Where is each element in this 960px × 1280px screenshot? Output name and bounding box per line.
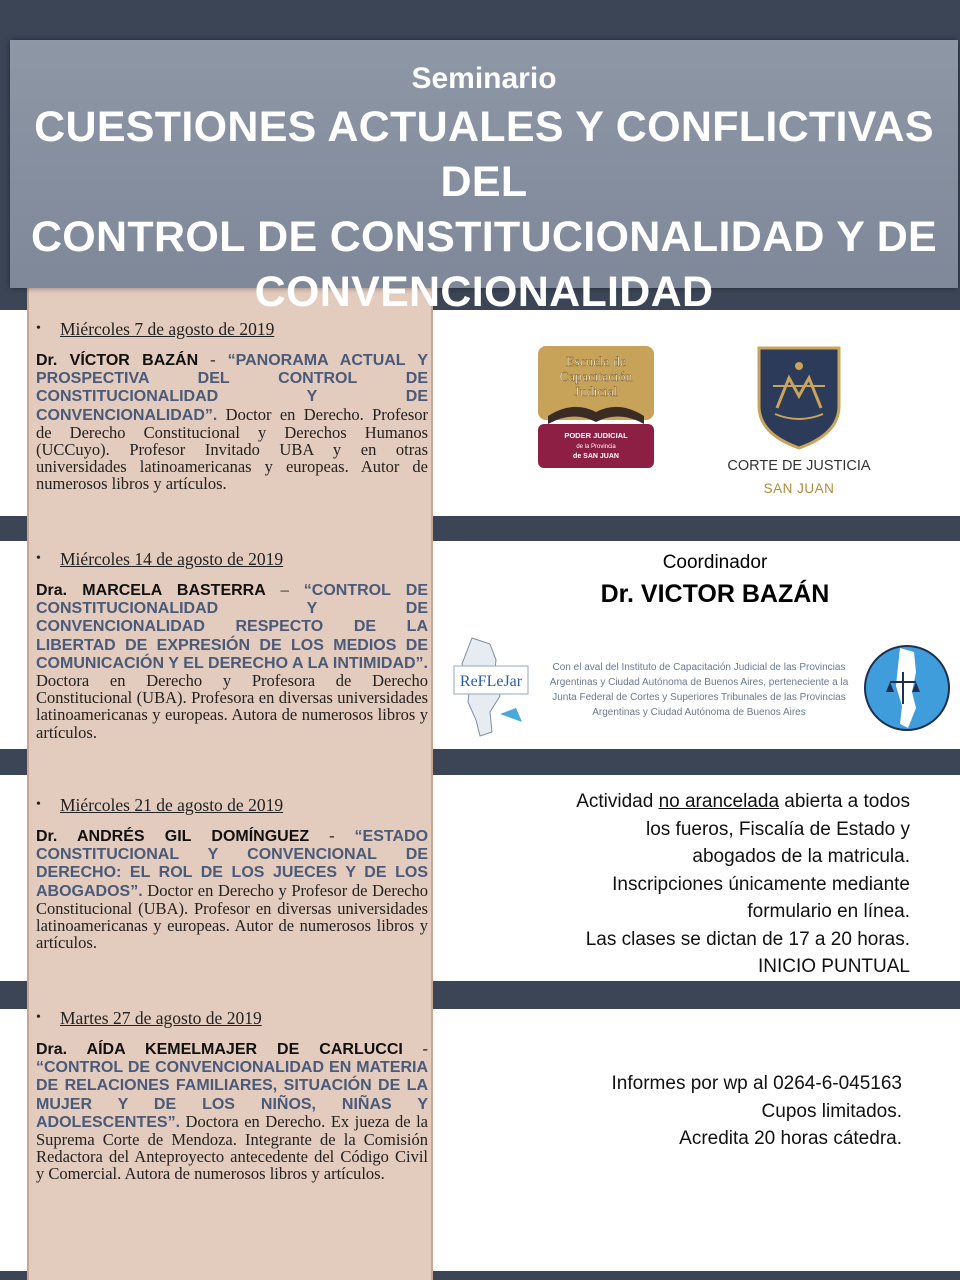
separator: - [198, 350, 228, 369]
session-description [36, 351, 428, 493]
activity-line-6: Las clases se dictan de 17 a 20 horas. [585, 928, 910, 950]
escuela-text-3: Judicial [574, 385, 618, 400]
activity-line-1-post: abierta a todos [779, 791, 910, 812]
aval-line-2: Argentinas y Ciudad Autónoma de Buenos Aires, perteneciente a la [549, 677, 849, 688]
escuela-text-2: Capacitación [559, 370, 633, 385]
speaker-name: Dra. AÍDA KEMELMAJER DE CARLUCCI [36, 1041, 403, 1058]
activity-info [500, 788, 910, 981]
session-date: • Miércoles 7 de agosto de 2019 [60, 319, 428, 339]
speaker-bio: Doctor en Derecho. Profesor de Derecho Constitucional y Derechos Humanos (UCCuyo). Profesor Invitado UBA y en otras universidades latinoamericanas y europeas. Autor de numerosos libros y artículos. [36, 404, 428, 494]
session-2 [36, 549, 428, 741]
coordinator-name: Dr. VICTOR BAZÁN [600, 580, 830, 608]
junta-federal-logo [864, 642, 950, 734]
aval-line-3: Junta Federal de Cortes y Superiores Tribunales de las Provincias [552, 692, 846, 703]
speaker-bio: Doctor en Derecho y Profesor de Derecho Constitucional (UBA). Profesor en diversas universidades latinoamericanas y europeas. Autor de numerosos libros y artículos. [36, 880, 428, 953]
aval-text [540, 660, 858, 720]
corte-justicia-shield-icon [755, 344, 843, 450]
session-topic: “CONTROL DE CONSTITUCIONALIDAD Y DE CONVENCIONALIDAD RESPECTO DE LA LIBERTAD DE EXPRESIÓN DE LOS MEDIOS DE COMUNICACIÓN Y EL DERECHO A LA INTIMIDAD”. [36, 582, 429, 672]
header-kicker: Seminario [411, 62, 557, 95]
session-topic: “CONTROL DE CONVENCIONALIDAD EN MATERIA DE RELACIONES FAMILIARES, SITUACIÓN DE LA MUJER Y DE LOS NIÑOS, NIÑAS Y ADOLESCENTES”. [36, 1059, 428, 1131]
activity-line-2: los fueros, Fiscalía de Estado y [645, 818, 910, 840]
session-topic: “PANORAMA ACTUAL Y PROSPECTIVA DEL CONTROL DE CONSTITUCIONALIDAD Y DE CONVENCIONALIDAD”. [36, 352, 428, 424]
escuela-text-1: Escuela de [565, 355, 627, 370]
flag-icon [500, 708, 522, 722]
contact-info [500, 1070, 902, 1153]
title-line-3: CONVENCIONALIDAD [254, 268, 714, 316]
escuela-band-3: de SAN JUAN [573, 453, 619, 460]
reflejar-text: ReFLeJar [459, 673, 523, 690]
activity-line-5: formulario en línea. [747, 901, 910, 922]
session-date: • Miércoles 21 de agosto de 2019 [60, 795, 428, 815]
session-4 [36, 1008, 428, 1183]
activity-line-7: INICIO PUNTUAL [757, 956, 910, 977]
reflejar-logo [450, 636, 532, 742]
speaker-name: Dr. VÍCTOR BAZÁN [36, 352, 199, 369]
speaker-bio: Doctora en Derecho y Profesora de Derecho Constitucional (UBA). Profesora en diversas universidades latinoamericanas y europeas. Autora de numerosos libros y artículos. [36, 671, 428, 742]
contact-line-1: Informes por wp al 0264-6-045163 [611, 1073, 902, 1094]
speaker-name: Dr. ANDRÉS GIL DOMÍNGUEZ [36, 828, 310, 845]
session-description [36, 581, 428, 741]
corte-subtitle: SAN JUAN [763, 481, 835, 496]
session-3 [36, 795, 428, 951]
session-date: • Martes 27 de agosto de 2019 [60, 1008, 428, 1028]
aval-line-1: Con el aval del Instituto de Capacitación Judicial de las Provincias [552, 662, 846, 673]
seminar-title [10, 100, 958, 320]
escuela-band-1: PODER JUDICIAL [564, 431, 628, 440]
session-date: • Miércoles 14 de agosto de 2019 [60, 549, 428, 569]
aval-line-4: Argentinas y Ciudad Autónoma de Buenos Aires [592, 707, 806, 718]
activity-line-1-pre: Actividad [576, 791, 659, 812]
contact-line-3: Acredita 20 horas cátedra. [679, 1128, 902, 1149]
separator: - [402, 1039, 429, 1058]
activity-line-3: abogados de la matricula. [692, 846, 910, 867]
page-header [10, 40, 958, 316]
activity-line-4: Inscripciones únicamente mediante [612, 873, 910, 895]
corte-name: CORTE DE JUSTICIA [727, 458, 871, 474]
coordinator-label: Coordinador [662, 552, 768, 573]
session-topic: “ESTADO CONSTITUCIONAL Y CONVENCIONAL DE DERECHO: EL ROL DE LOS JUECES Y DE LOS ABOGADOS”. [36, 828, 429, 900]
separator: - [309, 826, 355, 845]
session-description [36, 1040, 428, 1183]
separator: – [265, 580, 304, 599]
title-line-1: CUESTIONES ACTUALES Y CONFLICTIVAS DEL [34, 103, 934, 206]
speaker-name: Dra. MARCELA BASTERRA [36, 582, 266, 599]
escuela-band-2: de la Provincia [576, 444, 616, 450]
title-line-2: CONTROL DE CONSTITUCIONALIDAD Y DE [30, 213, 938, 261]
session-1 [36, 319, 428, 493]
escuela-capacitacion-logo [538, 346, 654, 476]
activity-line-1 [500, 788, 910, 816]
no-arancelada-text: no arancelada [658, 791, 780, 812]
speaker-bio: Doctora en Derecho. Ex jueza de la Suprema Corte de Mendoza. Integrante de la Comisión Redactora del Anteproyecto antecedente del Código Civil y Comercial. Autora de numerosos libros y artículos. [36, 1111, 428, 1184]
session-description [36, 827, 428, 951]
contact-line-2: Cupos limitados. [761, 1100, 902, 1122]
